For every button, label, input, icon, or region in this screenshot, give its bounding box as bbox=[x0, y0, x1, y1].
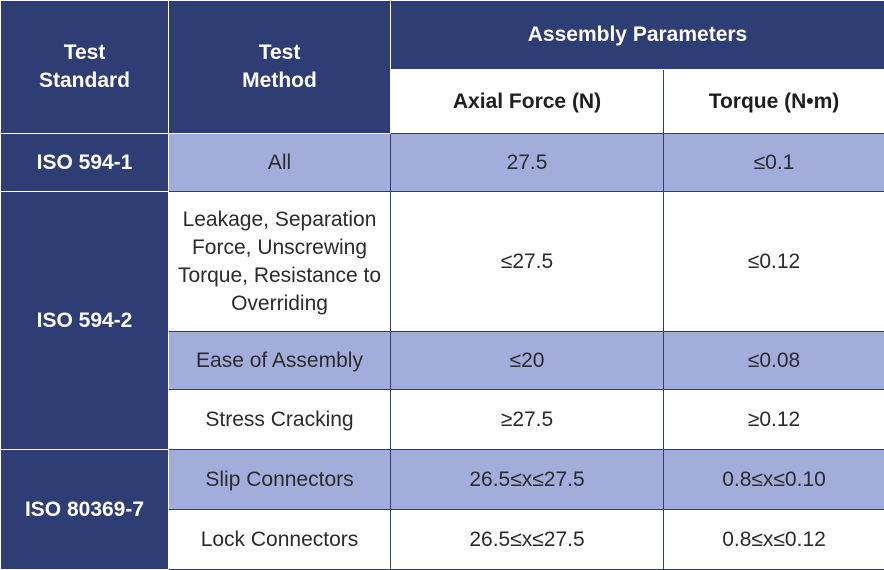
cell-torque: 0.8≤x≤0.12 bbox=[664, 510, 884, 570]
header-test-method-label: Test Method bbox=[235, 39, 325, 95]
cell-axial-force: ≤20 bbox=[391, 332, 664, 390]
cell-torque: ≥0.12 bbox=[664, 390, 884, 450]
header-row-top bbox=[1, 1, 884, 70]
cell-method: Slip Connectors bbox=[169, 450, 391, 510]
cell-axial-force: ≥27.5 bbox=[391, 390, 664, 450]
cell-standard: ISO 80369-7 bbox=[1, 450, 169, 570]
cell-torque: ≤0.12 bbox=[664, 192, 884, 332]
header-assembly-parameters: Assembly Parameters bbox=[391, 1, 884, 70]
header-axial-force: Axial Force (N) bbox=[391, 70, 664, 134]
cell-method: All bbox=[169, 134, 391, 192]
cell-method: Lock Connectors bbox=[169, 510, 391, 570]
header-torque: Torque (N•m) bbox=[664, 70, 884, 134]
cell-method: Stress Cracking bbox=[169, 390, 391, 450]
cell-torque: ≤0.1 bbox=[664, 134, 884, 192]
cell-method: Ease of Assembly bbox=[169, 332, 391, 390]
cell-method: Leakage, Separation Force, Unscrewing Torque, Resistance to Overriding bbox=[169, 192, 391, 332]
header-test-standard-label: Test Standard bbox=[30, 39, 140, 95]
cell-axial-force: 27.5 bbox=[391, 134, 664, 192]
cell-standard: ISO 594-2 bbox=[1, 192, 169, 450]
table-row bbox=[1, 134, 884, 192]
cell-axial-force: ≤27.5 bbox=[391, 192, 664, 332]
header-test-method bbox=[169, 1, 391, 134]
cell-axial-force: 26.5≤x≤27.5 bbox=[391, 510, 664, 570]
cell-torque: 0.8≤x≤0.10 bbox=[664, 450, 884, 510]
table-row bbox=[1, 450, 884, 510]
cell-standard: ISO 594-1 bbox=[1, 134, 169, 192]
cell-axial-force: 26.5≤x≤27.5 bbox=[391, 450, 664, 510]
cell-torque: ≤0.08 bbox=[664, 332, 884, 390]
table-row bbox=[1, 192, 884, 332]
header-test-standard bbox=[1, 1, 169, 134]
